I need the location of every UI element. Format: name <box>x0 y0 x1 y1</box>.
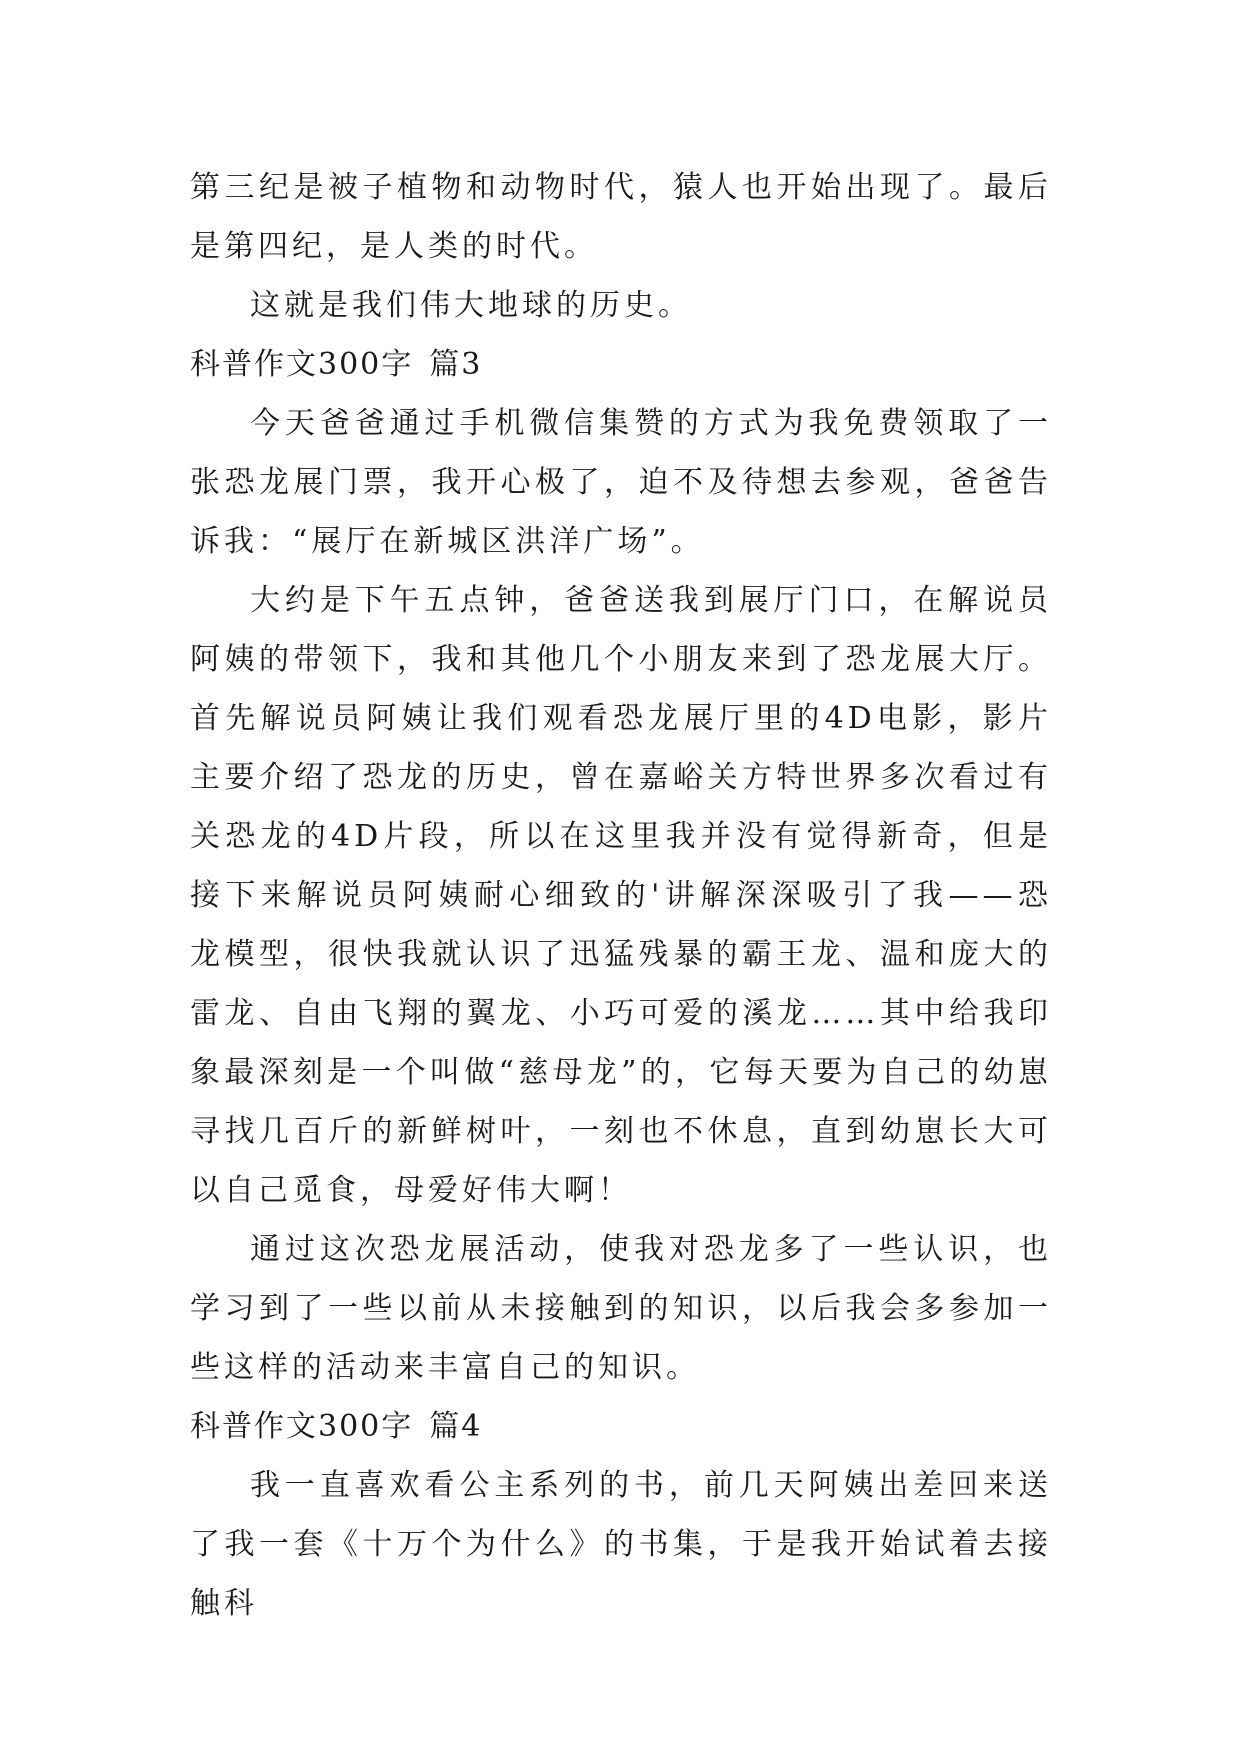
paragraph-dinosaur-conclusion: 通过这次恐龙展活动，使我对恐龙多了一些认识，也学习到了一些以前从未接触到的知识，以后我会多参加一些这样的活动来丰富自己的知识。 <box>190 1232 1052 1385</box>
paragraph-dinosaur-ticket: 今天爸爸通过手机微信集赞的方式为我免费领取了一张恐龙展门票，我开心极了，迫不及待想去参观，爸爸告诉我：“展厅在新城区洪洋广场”。 <box>190 406 1052 559</box>
paragraph-earth-history-conclusion: 这就是我们伟大地球的历史。 <box>250 288 692 323</box>
section-heading-4 <box>190 1397 1052 1456</box>
section-number: 篇4 <box>429 1409 483 1444</box>
paragraph-dinosaur-exhibition: 大约是下午五点钟，爸爸送我到展厅门口，在解说员阿姨的带领下，我和其他几个小朋友来到了恐龙展大厅。首先解说员阿姨让我们观看恐龙展厅里的4D电影，影片主要介绍了恐龙的历史，曾在嘉峪关方特世界多次看过有关恐龙的4D片段，所以在这里我并没有觉得新奇，但是接下来解说员阿姨耐心细致的'讲解深深吸引了我——恐龙模型，很快我就认识了迅猛残暴的霸王龙、温和庞大的雷龙、自由飞翔的翼龙、小巧可爱的溪龙……其中给我印象最深刻是一个叫做“慈母龙”的，它每天要为自己的幼崽寻找几百斤的新鲜树叶，一刻也不休息，直到幼崽长大可以自己觅食，母爱好伟大啊！ <box>190 583 1052 1208</box>
paragraph-earth-history-continued: 第三纪是被子植物和动物时代，猿人也开始出现了。最后是第四纪，是人类的时代。 <box>190 170 1052 264</box>
document-page <box>190 158 1052 1633</box>
section-heading-3 <box>190 335 1052 394</box>
section-number: 篇3 <box>429 347 483 382</box>
paragraph-princess-books: 我一直喜欢看公主系列的书，前几天阿姨出差回来送了我一套《十万个为什么》的书集，于是我开始试着去接触科 <box>190 1468 1052 1621</box>
section-title: 科普作文300字 <box>190 1409 414 1444</box>
section-title: 科普作文300字 <box>190 347 414 382</box>
